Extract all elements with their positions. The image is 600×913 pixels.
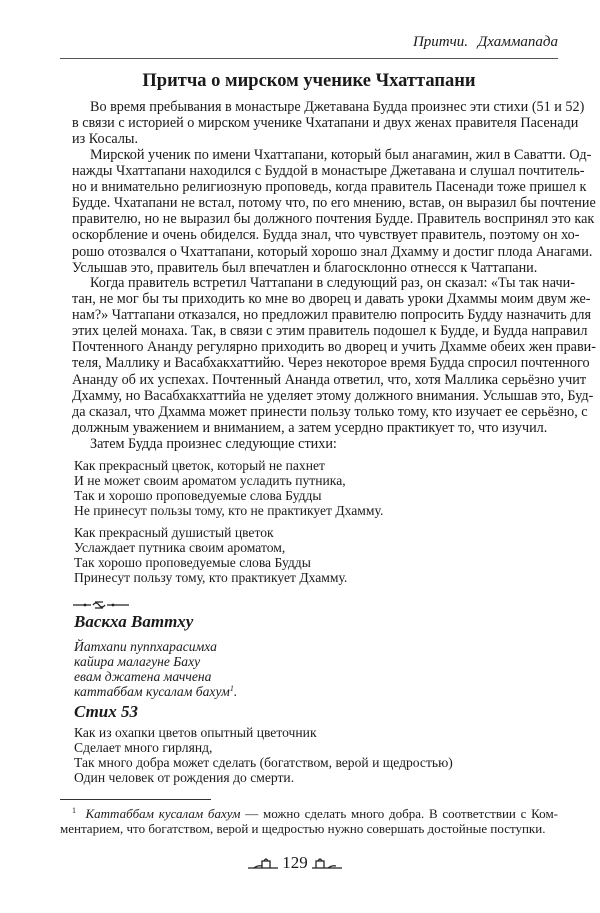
- footnote-mark: 1: [72, 806, 76, 815]
- text-line: рошо отозвался о Чхаттапани, который хорошо знал Дхамму и достиг плода Анагами.: [72, 243, 593, 260]
- verse-text: Так хорошо проповедуемые слова Будды: [74, 555, 311, 570]
- verse-text: Как прекрасный душистый цветок: [74, 525, 274, 540]
- verse-line: [74, 654, 237, 669]
- text-line: в связи с историей о мирском ученике Чхатапани и двух женах правителя Пасенади: [72, 115, 579, 132]
- text-line: Дхамму, но Васабхакхаттийа не уделяет этому должного внимания. Услышав это, Буд-: [72, 387, 594, 404]
- text-line: правителю, но не выразил бы должного почтения Будде. Правитель воспринял это как: [72, 211, 595, 228]
- page-ornament-left-icon: [248, 857, 278, 869]
- page-ornament-right-icon: [312, 857, 342, 869]
- section-title: Васкха Ваттху: [74, 612, 194, 631]
- text-line: теля, Маллику и Васабхакхаттийю. Через некоторое время Будда спросил почтенного: [72, 355, 590, 372]
- text-line: да сказал, что Дхамма может принести пользу только тому, кто изучает ее серьёзно, с: [72, 403, 588, 420]
- text-line: Во время пребывания в монастыре Джетавана Будда произнес эти стихи (51 и 52): [90, 99, 585, 115]
- verse-text: Принесут пользу тому, кто практикует Дхамму.: [74, 570, 348, 585]
- verse-text: Йатхапи пуппхарасимха: [74, 639, 217, 654]
- footnote-text-1: — можно сделать много добра. В соответствии с Ком-: [240, 806, 558, 821]
- text-line: но и внимательно религиозную проповедь, когда правитель Пасенади тоже пришел к: [72, 179, 587, 196]
- text-line: нажды Чхаттапани находился с Буддой в монастыре Джетавана и слушал почтитель-: [72, 163, 585, 180]
- verse-text: И не может своим ароматом усладить путника,: [74, 473, 346, 488]
- verse-text: Как из охапки цветов опытный цветочник: [74, 725, 317, 740]
- footnote-text-2: ментарием, что богатством, верой и щедростью нужно совершать достойные поступки.: [60, 821, 546, 836]
- verse-text: каттаббам кусалам бахум: [74, 684, 230, 699]
- pali-verse: [74, 639, 237, 699]
- page-number: 129: [282, 853, 308, 872]
- text-line: тан, не мог бы ты приходить ко мне во дворец и давать уроки Дхаммы моим двум же-: [72, 291, 591, 308]
- paragraph: [72, 99, 585, 148]
- verse-line: [74, 684, 237, 699]
- verse-text: Услаждает путника своим ароматом,: [74, 540, 286, 555]
- text-line: из Косалы.: [72, 131, 138, 148]
- verse-line: [74, 458, 383, 473]
- text-line: Затем Будда произнес следующие стихи:: [90, 436, 337, 452]
- text-line: нам?» Чаттапани отказался, но предложил правителю попросить Будду назначить для: [72, 307, 592, 324]
- verse-line: [74, 488, 383, 503]
- text-line: этих целей монаха. Так, в связи с этим правитель подошел к Будде, и Будда направил: [72, 323, 588, 340]
- verse-line: [74, 473, 383, 488]
- verse-53: [74, 725, 453, 785]
- verse-text: Сделает много гирлянд,: [74, 740, 213, 755]
- paragraph: [72, 147, 596, 276]
- verse-text: евам джатена маччена: [74, 669, 212, 684]
- verse-line: [74, 525, 347, 540]
- text-line: Ананду об их успехах. Почтенный Ананда ответил, что, хотя Маллика серьёзно учит: [72, 371, 587, 388]
- footnote-ref: 1: [229, 684, 234, 693]
- verse-line: [74, 770, 453, 785]
- verse-line: [74, 570, 347, 585]
- text-line: Когда правитель встретил Чаттапани в следующий раз, он сказал: «Ты так начи-: [90, 275, 575, 291]
- verse-line: [74, 639, 237, 654]
- verse-line: [74, 755, 453, 770]
- poem-stanza-1: [74, 458, 383, 518]
- text-line: Услышав это, правитель был впечатлен и благосклонно отнесся к Чаттапани.: [72, 259, 538, 276]
- verse-text: Не принесут пользы тому, кто не практикует Дхамму.: [74, 503, 384, 518]
- text-line: Почтенного Ананду регулярно приходить во дворец и учить Дхамме обеих жен прави-: [72, 339, 596, 356]
- verse-line: [74, 725, 453, 740]
- footnote: [60, 806, 558, 836]
- verse-title: Стих 53: [74, 702, 139, 721]
- verse-text: Как прекрасный цветок, который не пахнет: [74, 458, 325, 473]
- verse-line: [74, 503, 383, 518]
- verse-line: [74, 740, 453, 755]
- page-footer: [240, 853, 350, 873]
- text-line: должным уважением и вниманием, а затем усердно практикует то, что изучил.: [72, 419, 548, 436]
- verse-text: Так и хорошо проповедуемые слова Будды: [74, 488, 322, 503]
- footnote-rule: [60, 799, 211, 800]
- verse-line: [74, 540, 347, 555]
- paragraph: [72, 275, 596, 436]
- punctuation: .: [233, 684, 238, 699]
- running-head: Притчи. Дхаммапада: [412, 34, 558, 50]
- footnote-term: Каттаббам кусалам бахум: [85, 806, 241, 821]
- text-line: Будде. Чхатапани не встал, потому что, по его мнению, встав, он выразил бы почтение: [72, 195, 596, 212]
- section-ornament-icon: [73, 600, 129, 610]
- verse-text: Так много добра может сделать (богатством, верой и щедростью): [74, 755, 453, 770]
- verse-line: [74, 555, 347, 570]
- paragraph: [72, 436, 558, 452]
- verse-text: кайира малагуне Баху: [74, 654, 201, 669]
- poem-stanza-2: [74, 525, 347, 585]
- header-rule: [60, 58, 558, 59]
- text-line: Мирской ученик по имени Чхаттапани, который был анагамин, жил в Саватти. Од-: [90, 147, 592, 163]
- verse-line: [74, 669, 237, 684]
- text-line: оскорбление и очень обиделся. Будда знал, что чувствует правитель, поэтому он хо-: [72, 227, 580, 244]
- chapter-title: Притча о мирском ученике Чхаттапани: [142, 71, 476, 91]
- verse-text: Один человек от рождения до смерти.: [74, 770, 295, 785]
